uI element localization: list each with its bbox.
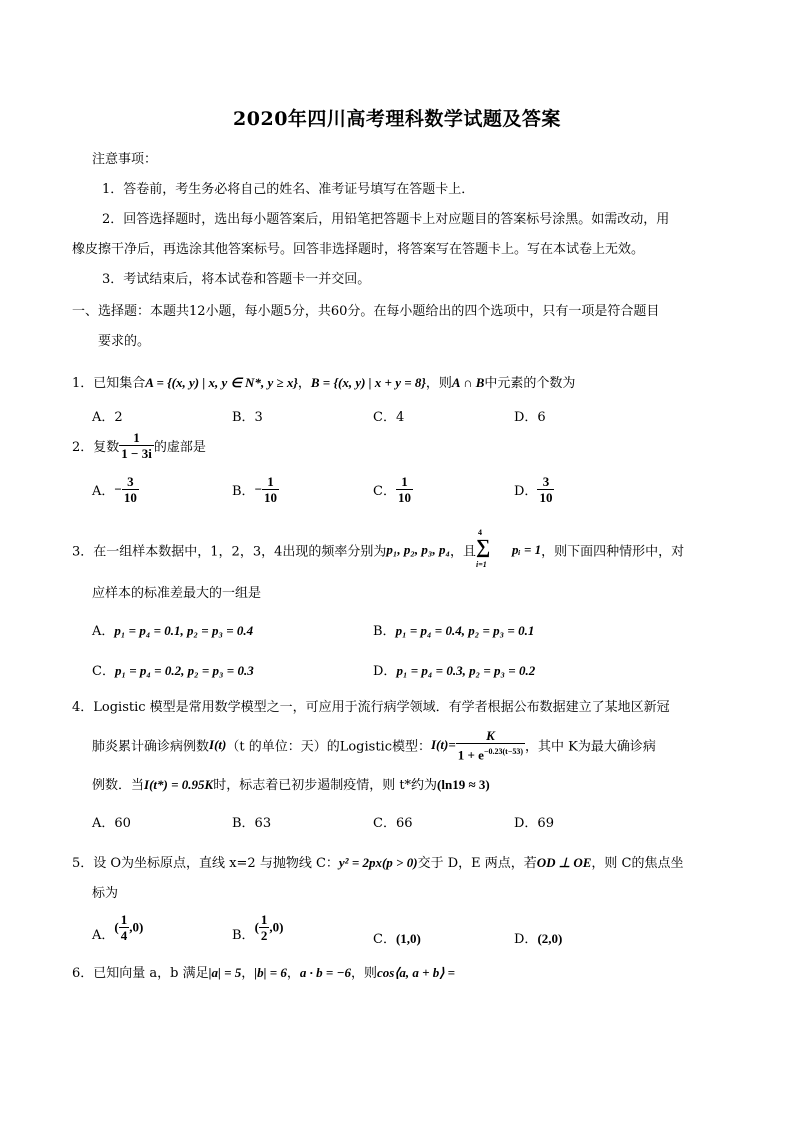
q1-set-b: B = {(x, y) | x + y = 8} [310,375,426,390]
q2-numerator: 1 [119,430,154,446]
q3-sum-bottom: i=1 [476,560,487,569]
question-1 [72,372,575,391]
q6-a-norm: |a| = 5 [208,965,242,980]
section-header-cont: 要求的。 [98,334,151,349]
question-6 [72,962,455,981]
notice-item-2-cont: 橡皮擦干净后，再选涂其他答案标号。回答非选择题时，将答案写在答题卡上。写在本试卷上无效。 [72,242,645,257]
q2-option-b-letter: B． [232,484,255,499]
q5-option-b-num: 1 [260,912,268,927]
q4-model-num: K [456,728,525,744]
q3-suffix: ，则下面四种情形中，对 [541,544,685,560]
notice-item-2: 2．回答选择题时，选出每小题答案后，用铅笔把答题卡上对应题目的答案标号涂黑。如需改动，用 [102,212,670,227]
page-title: 2020年四川高考理科数学试题及答案 [233,108,561,130]
question-2 [72,430,206,461]
q2-option-b-sign: − [254,481,262,497]
q2-prefix: 2．复数 [72,440,120,455]
q3-option-a-expr: p₁ = p₄ = 0.1, p₂ = p₃ = 0.4 [114,623,254,638]
q4-option-c: C．66 [373,816,413,831]
q5-option-a-tail: ,0) [129,919,144,935]
sigma-icon: ∑ [476,536,491,558]
q3-option-c-letter: C． [92,664,115,679]
q4-model-frac [456,728,525,762]
q2-option-d-den: 10 [539,490,553,505]
q4-l2a: 肺炎累计确诊病例数 [92,739,210,755]
notice-item-1: 1．答卷前，考生务必将自己的姓名、准考证号填写在答题卡上． [102,182,475,197]
q5-option-c [373,928,421,947]
notice-item-3: 3．考试结束后，将本试卷和答题卡一并交回。 [102,272,371,287]
q1-mid: ，则 [425,376,452,391]
q4-l2c: ，其中 K为最大确诊病 [525,739,656,755]
q2-option-d-letter: D． [514,484,538,499]
question-5 [72,852,684,871]
question-4: 4．Logistic 模型是常用数学模型之一，可应用于流行病学领域．有学者根据公布数据建立了某地区新冠 [72,700,670,715]
q5-option-a-den: 4 [120,928,128,943]
q5-option-a-frac [119,912,130,943]
q1-expr: A ∩ B [451,375,485,390]
q3-ps: p₁, p₂, p₃, p₄ [386,542,450,557]
q5-parabola: y² = 2px(p > 0) [338,855,418,870]
q2-option-a-num: 3 [122,474,139,490]
q6-ask: cos⟨a, a + b⟩ = [376,965,456,980]
q4-l3b: 时，标志着已初步遏制疫情，则 t*约为 [213,778,438,793]
q2-option-d [514,474,554,505]
q3-option-d [373,660,535,679]
q2-option-b-den: 10 [263,490,277,505]
q4-l3a: 例数．当 [92,778,145,793]
q4-hint: (ln19 ≈ 3) [437,777,490,792]
q4-condition: I(t*) = 0.95K [144,777,214,792]
q5-option-a-lparen: ( [114,919,119,935]
q2-option-a-den: 10 [123,490,137,505]
q3-option-d-letter: D． [373,664,397,679]
q2-option-b [232,474,279,505]
q1-option-c: C．4 [373,410,405,425]
q2-option-a-letter: A． [92,484,115,499]
q5-option-d-value: (2,0) [537,931,563,946]
q4-option-d: D．69 [514,816,554,831]
q2-option-a-sign: − [114,481,122,497]
q6-prefix: 6．已知向量 a，b 满足 [72,966,209,981]
q3-prefix: 3．在一组样本数据中，1，2，3，4出现的频率分别为 [72,544,387,560]
q5-option-a [92,912,143,943]
q3-option-a [92,620,253,639]
q5-perp: OD ⊥ OE [536,855,592,870]
q4-option-b: B．63 [232,816,272,831]
q3-option-a-letter: A． [92,624,115,639]
q2-option-d-frac [537,474,554,505]
q2-option-b-frac [262,474,279,505]
q1-suffix: 中元素的个数为 [484,376,576,391]
q4-It: I(t) [209,737,227,753]
q3-option-b-letter: B． [373,624,396,639]
q4-option-a: A．60 [92,816,131,831]
q6-b-norm: |b| = 6 [254,965,287,980]
q3-summation [476,530,512,570]
q2-fraction [119,430,154,461]
q4-l2b: （t 的单位：天）的Logistic模型： [226,739,431,755]
q1-comma: ， [297,376,311,391]
q5-option-a-num: 1 [120,912,128,927]
q3-option-c [92,660,254,679]
q4-model-den: 1 + e [457,747,484,763]
q6-dot: a · b = −6 [299,965,351,980]
q3-option-b [373,620,534,639]
q5-option-b-den: 2 [260,928,268,943]
q4-model-exp: −0.23(t−53) [483,747,524,756]
question-4-line3 [92,774,490,793]
q2-option-c [373,474,413,505]
q2-option-c-frac [396,474,413,505]
q5-option-c-letter: C． [373,932,396,947]
q6-mid: ，则 [350,966,377,981]
q1-set-a: A = {(x, y) | x, y ∈ N*, y ≥ x} [145,375,298,390]
q1-prefix: 1．已知集合 [72,376,146,391]
section-header: 一、选择题：本题共12小题，每小题5分，共60分。在每小题给出的四个选项中，只有一项是符合题目 [72,304,660,319]
q6-sep2: ， [286,966,300,981]
question-3 [72,530,684,570]
q3-option-c-expr: p₁ = p₄ = 0.2, p₂ = p₃ = 0.3 [114,663,254,678]
q5-l1b: 交于 D，E 两点，若 [417,856,537,871]
question-5-cont: 标为 [92,886,119,901]
q2-option-c-letter: C． [373,484,396,499]
q3-option-b-expr: p₁ = p₄ = 0.4, p₂ = p₃ = 0.1 [395,623,535,638]
q5-option-b-tail: ,0) [269,919,284,935]
q5-option-b-lparen: ( [254,919,259,935]
q3-option-d-expr: p₁ = p₄ = 0.3, p₂ = p₃ = 0.2 [396,663,536,678]
q3-mid: ，且 [450,544,477,560]
q3-sum-top: 4 [478,528,483,537]
q2-option-c-num: 1 [396,474,413,490]
q1-option-d: D．6 [514,410,546,425]
question-4-line2 [92,728,656,762]
notice-heading: 注意事项： [92,152,158,167]
q2-option-d-num: 3 [537,474,554,490]
q4-model-lhs: I(t)= [431,737,456,753]
q5-option-b-letter: B． [232,928,255,943]
q2-denominator: 1 − 3i [121,446,152,461]
q2-option-a-frac [122,474,139,505]
q5-option-d [514,928,562,947]
q5-option-c-value: (1,0) [395,931,421,946]
q2-option-a [92,474,139,505]
q5-option-b-frac [259,912,270,943]
q5-option-b [232,912,284,943]
q5-l1c: ，则 C的焦点坐 [591,856,684,871]
q1-option-a: A．2 [92,410,123,425]
q2-option-c-den: 10 [397,490,411,505]
q3-sum-body: pᵢ = 1 [512,542,542,557]
q5-option-d-letter: D． [514,932,538,947]
question-3-cont: 应样本的标准差最大的一组是 [92,586,262,601]
q5-l1a: 5．设 O为坐标原点，直线 x=2 与抛物线 C： [72,856,339,871]
q1-option-b: B．3 [232,410,263,425]
q6-sep1: ， [241,966,255,981]
q2-suffix: 的虚部是 [153,440,206,455]
q5-option-a-letter: A． [92,928,115,943]
q2-option-b-num: 1 [262,474,279,490]
